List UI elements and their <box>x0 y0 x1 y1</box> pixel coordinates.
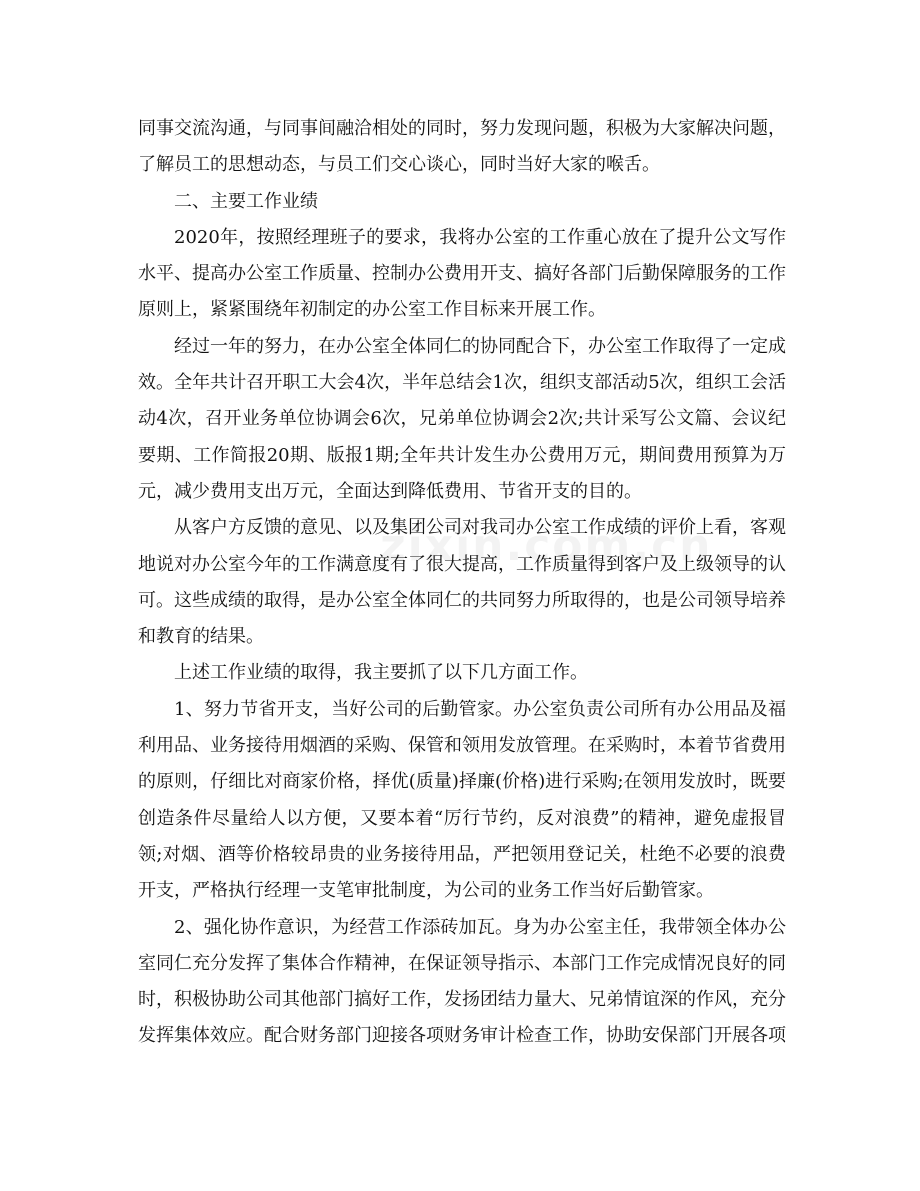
paragraph-continuation: 同事交流沟通，与同事间融洽相处的同时，努力发现问题，积极为大家解决问题，了解员工的思想动态，与员工们交心谈心，同时当好大家的喉舌。 <box>138 118 786 176</box>
list-item-paragraph: 2、强化协作意识，为经营工作添砖加瓦。身为办公室主任，我带领全体办公室同仁充分发挥了集体合作精神，在保证领导指示、本部门工作完成情况良好的同时，积极协助公司其他部门搞好工作，发扬团结力量大、兄弟情谊深的作风，充分发挥集体效应。配合财务部门迎接各项财务审计检查工作，协助安保部门开展各项 <box>138 916 786 1047</box>
list-item-paragraph: 1、努力节省开支，当好公司的后勤管家。办公室负责公司所有办公用品及福利用品、业务接待用烟酒的采购、保管和领用发放管理。在采购时，本着节省费用的原则，仔细比对商家价格，择优(质量)择廉(价格)进行采购;在领用发放时，既要创造条件尽量给人以方便，又要本着“厉行节约，反对浪费”的精神，避免虚报冒领;对烟、酒等价格较昂贵的业务接待用品，严把领用登记关，杜绝不必要的浪费开支，严格执行经理一支笔审批制度，为公司的业务工作当好后勤管家。 <box>138 698 786 902</box>
document-body <box>138 111 786 1055</box>
paragraph: 2020年，按照经理班子的要求，我将办公室的工作重心放在了提升公文写作水平、提高办公室工作质量、控制办公费用开支、搞好各部门后勤保障服务的工作原则上，紧紧围绕年初制定的办公室工作目标来开展工作。 <box>138 226 786 321</box>
section-heading: 二、主要工作业绩 <box>174 190 318 212</box>
paragraph: 上述工作业绩的取得，我主要抓了以下几方面工作。 <box>174 662 588 684</box>
paragraph: 经过一年的努力，在办公室全体同仁的协同配合下，办公室工作取得了一定成效。全年共计召开职工大会4次，半年总结会1次，组织支部活动5次，组织工会活动4次，召开业务单位协调会6次，兄弟单位协调会2次;共计采写公文篇、会议纪要期、工作简报20期、版报1期;全年共计发生办公费用万元，期间费用预算为万元，减少费用支出万元，全面达到降低费用、节省开支的目的。 <box>138 335 786 502</box>
paragraph: 从客户方反馈的意见、以及集团公司对我司办公室工作成绩的评价上看，客观地说对办公室今年的工作满意度有了很大提高，工作质量得到客户及上级领导的认可。这些成绩的取得，是办公室全体同仁的共同努力所取得的，也是公司领导培养和教育的结果。 <box>138 517 786 648</box>
